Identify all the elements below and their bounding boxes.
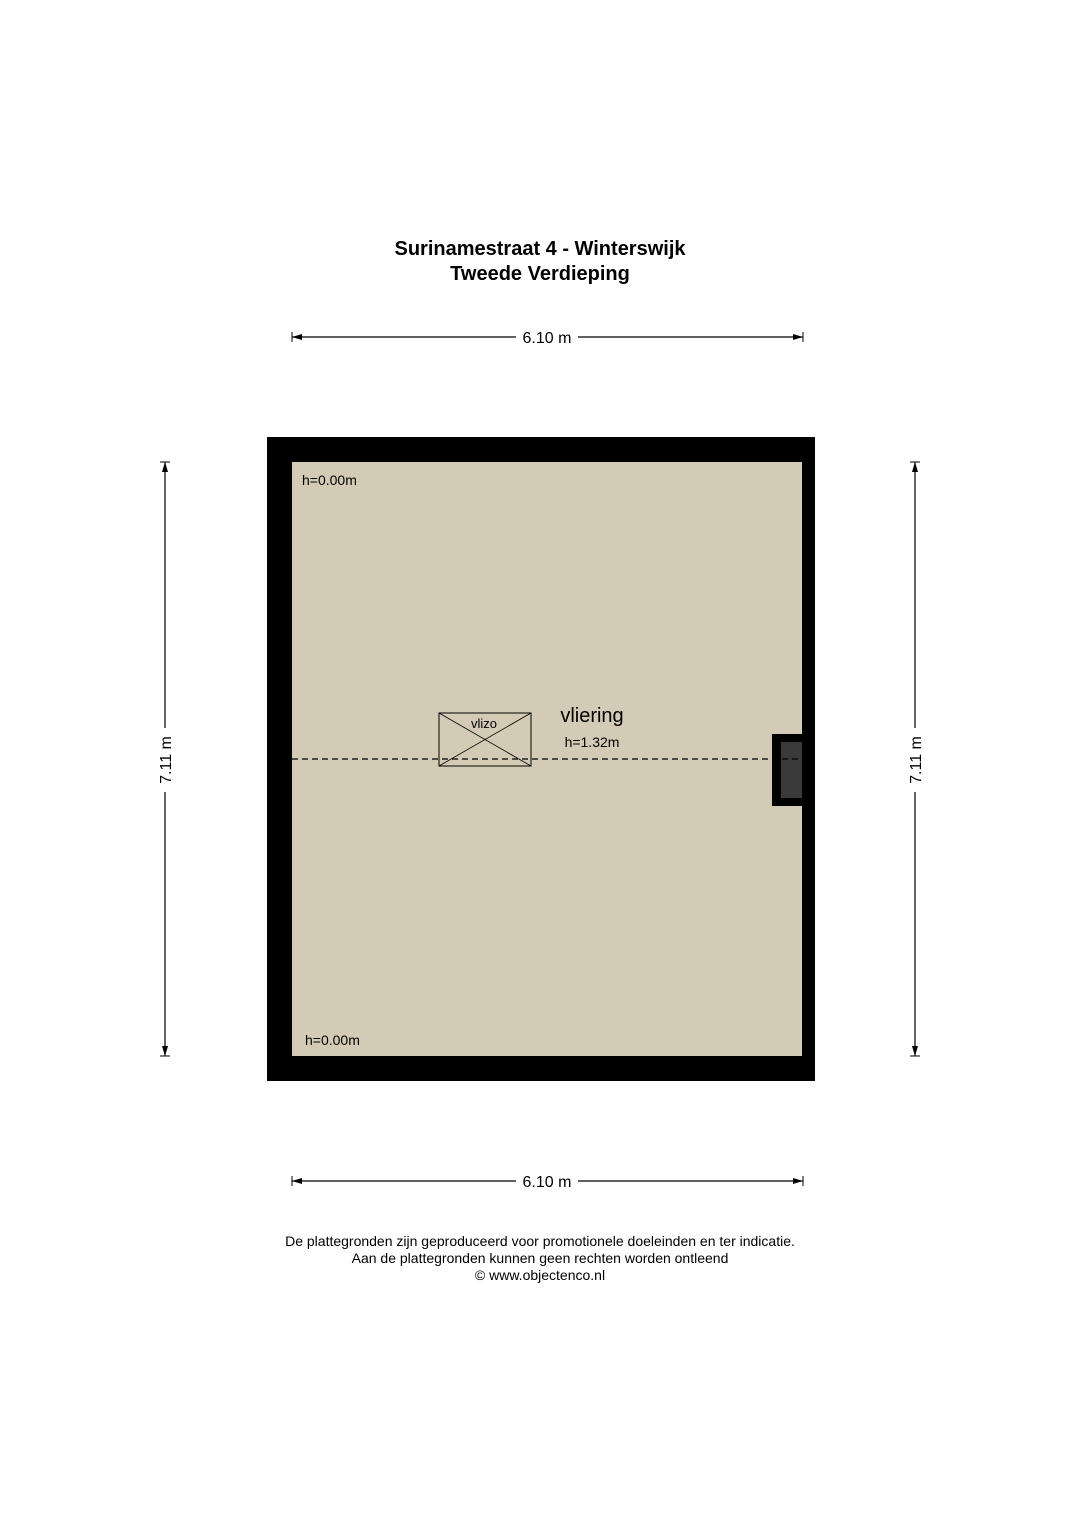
dimension-left-label: 7.11 m bbox=[158, 736, 175, 784]
arrow-down-icon bbox=[162, 1046, 168, 1056]
plan-floor-title: Tweede Verdieping bbox=[450, 263, 630, 285]
chimney bbox=[772, 734, 806, 806]
dimension-top bbox=[292, 330, 803, 347]
plan-address-title: Surinamestraat 4 - Winterswijk bbox=[394, 238, 686, 260]
copyright-line: © www.objectenco.nl bbox=[474, 1267, 606, 1283]
dimension-bottom bbox=[292, 1174, 803, 1191]
arrow-up-icon bbox=[912, 462, 918, 472]
dimension-top-label: 6.10 m bbox=[522, 330, 572, 347]
arrow-right-icon bbox=[793, 1178, 803, 1184]
disclaimer-line-2: Aan de plattegronden kunnen geen rechten worden ontleend bbox=[351, 1250, 729, 1266]
arrow-left-icon bbox=[292, 334, 302, 340]
dimension-bottom-label: 6.10 m bbox=[522, 1174, 572, 1191]
room-name-label: vliering bbox=[560, 705, 624, 727]
footer-disclaimer bbox=[0, 1233, 1080, 1284]
height-label-bottom-left: h=0.00m bbox=[305, 1032, 360, 1048]
dimension-right bbox=[908, 462, 925, 1056]
dimension-left bbox=[158, 462, 175, 1056]
ridge-height-label: h=1.32m bbox=[564, 734, 620, 750]
height-label-top-left: h=0.00m bbox=[302, 472, 357, 488]
dimension-right-label: 7.11 m bbox=[908, 736, 925, 784]
arrow-right-icon bbox=[793, 334, 803, 340]
arrow-left-icon bbox=[292, 1178, 302, 1184]
arrow-up-icon bbox=[162, 462, 168, 472]
attic-hatch-label: vlizo bbox=[470, 716, 498, 731]
disclaimer-line-1: De plattegronden zijn geproduceerd voor promotionele doeleinden en ter indicatie. bbox=[285, 1233, 795, 1249]
arrow-down-icon bbox=[912, 1046, 918, 1056]
